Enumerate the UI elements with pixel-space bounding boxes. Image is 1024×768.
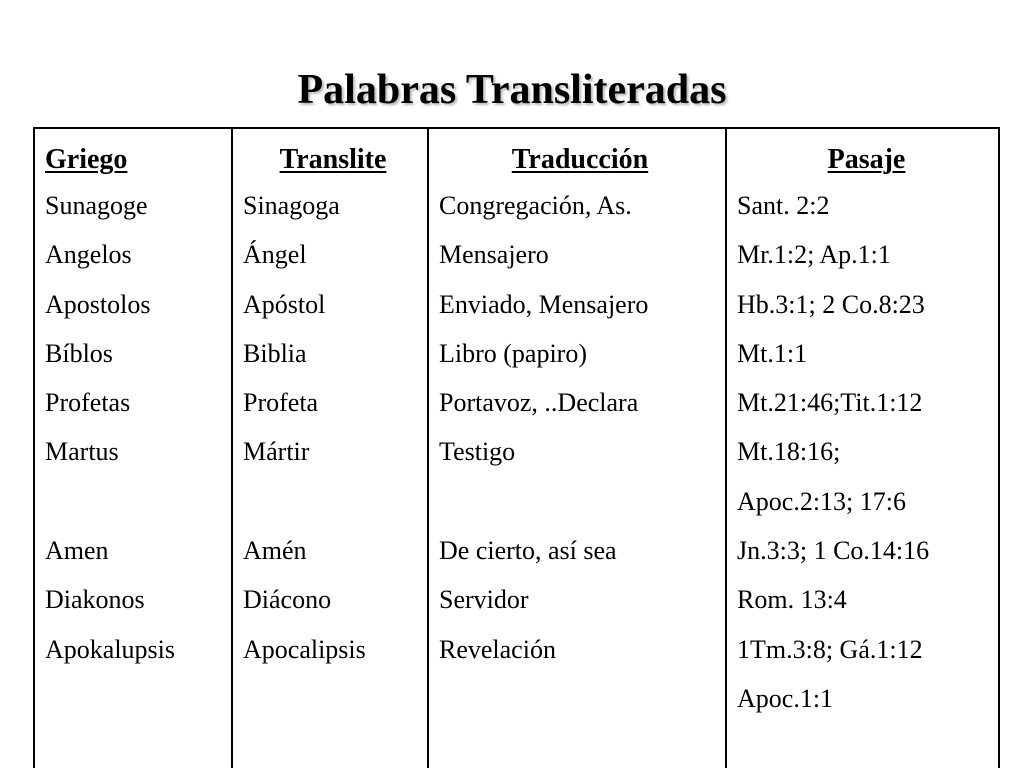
table-cell: Angelos	[45, 240, 132, 270]
table-cell: Servidor	[439, 585, 529, 615]
table-cell: Jn.3:3; 1 Co.14:16	[737, 536, 930, 566]
table-cell: Profeta	[243, 388, 319, 418]
column-header	[45, 139, 227, 181]
table-cell: Apocalipsis	[243, 634, 366, 664]
table-cell	[45, 477, 227, 526]
table-cell: Testigo	[439, 437, 516, 467]
column-pasaje	[725, 129, 1000, 768]
table-cell: Sunagoge	[45, 191, 148, 220]
table-cell: Profetas	[45, 388, 131, 418]
column-header	[439, 139, 721, 181]
column-header-label: Griego	[45, 144, 128, 175]
table-cell: Mt.1:1	[737, 338, 808, 368]
table-cell: Amén	[243, 536, 307, 566]
table-cell: Apostolos	[45, 289, 151, 319]
table-cell: Biblia	[243, 338, 307, 368]
table-cell: Hb.3:1; 2 Co.8:23	[737, 289, 925, 319]
table-cell: Apoc.2:13; 17:6	[737, 486, 906, 516]
table-cell: Amen	[45, 536, 109, 566]
table-cell: Rom. 13:4	[737, 585, 847, 615]
table-cell	[439, 674, 721, 723]
table-cell: Apóstol	[243, 289, 326, 319]
table-cell: Sinagoga	[243, 191, 340, 220]
column-header	[243, 139, 423, 181]
column-header-label: Traducción	[511, 144, 649, 175]
table-cell: Martus	[45, 437, 119, 467]
table-cell: Libro (papiro)	[439, 338, 588, 368]
column-translite	[231, 129, 427, 768]
table-cell	[243, 477, 423, 526]
table-cell: Revelación	[439, 634, 556, 664]
column-header	[737, 139, 996, 181]
table-cell: Diácono	[243, 585, 332, 615]
table-cell: Sant. 2:2	[737, 191, 830, 220]
table-cell: Ángel	[243, 240, 307, 270]
table-cell: Mt.21:46;Tit.1:12	[737, 388, 923, 418]
column-griego	[35, 129, 231, 768]
table-cell: Mártir	[243, 437, 310, 467]
table-cell	[243, 674, 423, 723]
table-cell: Portavoz, ..Declara	[439, 388, 639, 418]
column-traduccion	[427, 129, 725, 768]
table-cell: Mt.18:16;	[737, 437, 841, 467]
table-cell: 1Tm.3:8; Gá.1:12	[737, 634, 923, 664]
transliteration-table	[33, 127, 1000, 768]
column-header-label: Pasaje	[827, 144, 906, 175]
table-cell	[45, 674, 227, 723]
table-cell: Bíblos	[45, 338, 113, 368]
table-cell: Apoc.1:1	[737, 683, 834, 713]
slide-title: Palabras Transliteradas	[297, 67, 727, 113]
table-cell: Apokalupsis	[45, 634, 175, 664]
column-header-label: Translite	[279, 144, 387, 175]
table-cell: Enviado, Mensajero	[439, 289, 649, 319]
table-cell: De cierto, así sea	[439, 536, 617, 566]
table-cell: Diakonos	[45, 585, 145, 615]
table-cell	[439, 477, 721, 526]
table-cell: Mensajero	[439, 240, 549, 270]
table-cell: Mr.1:2; Ap.1:1	[737, 240, 891, 270]
table-cell: Congregación, As.	[439, 191, 632, 220]
